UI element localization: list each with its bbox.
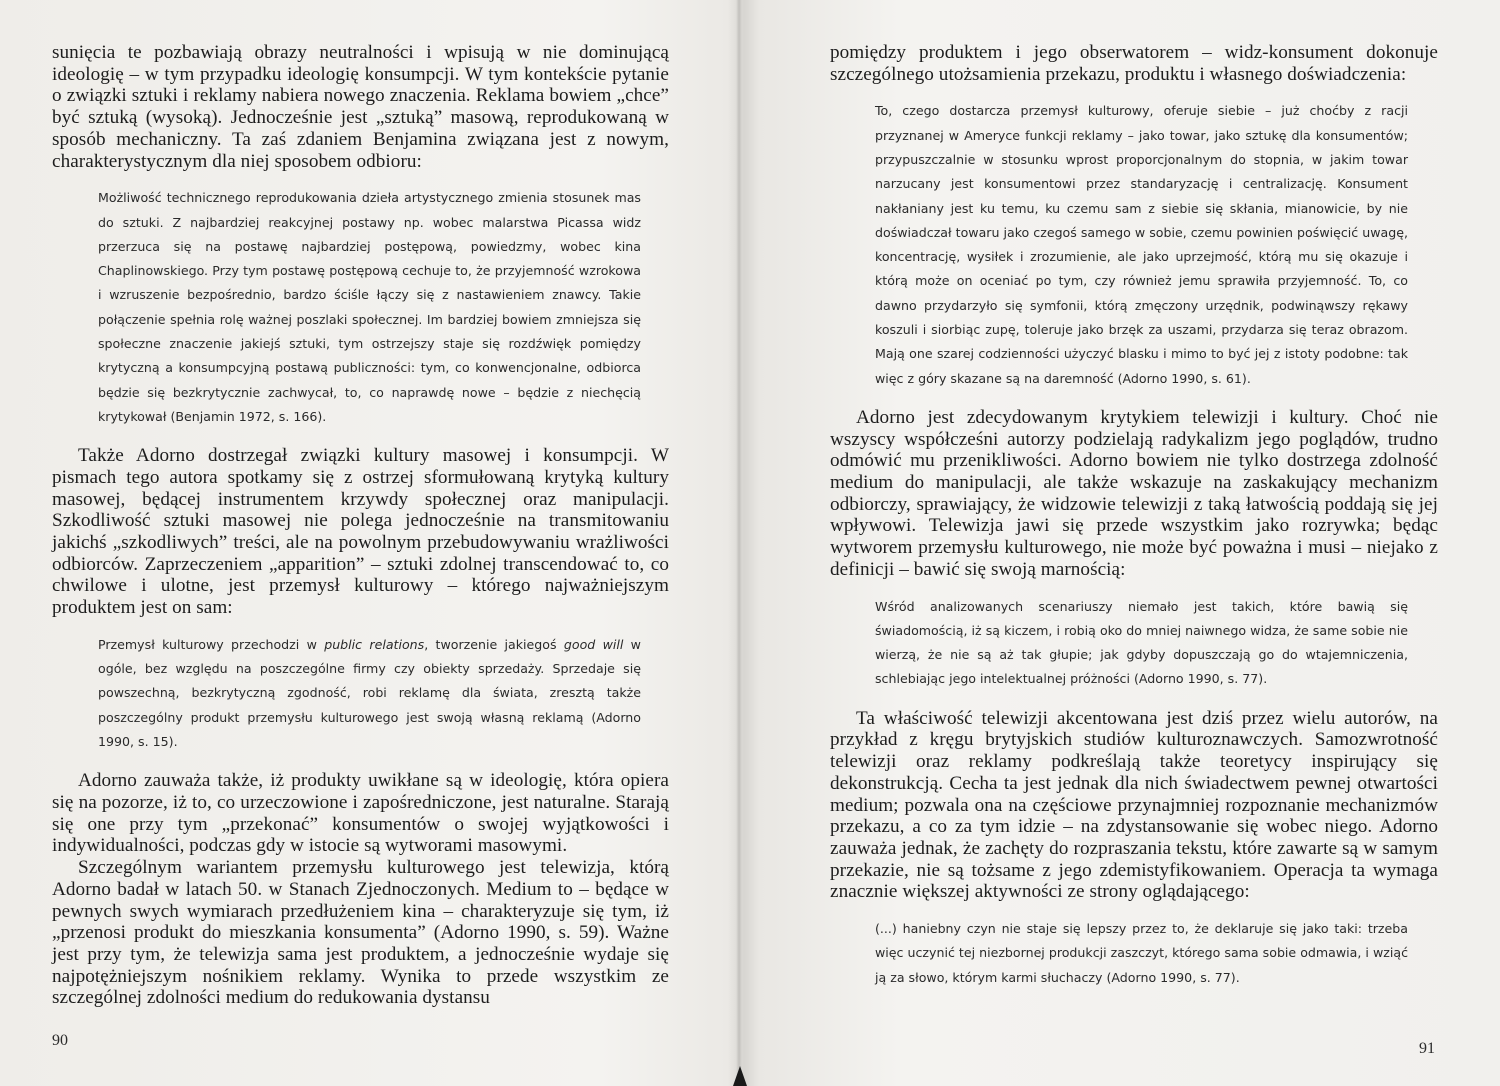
- page-number-right: 91: [1419, 1040, 1435, 1057]
- paragraph: Adorno jest zdecydowanym krytykiem telewizji i kultury. Choć nie wszyscy współcześni autorzy podzielają radykalizm jego poglądów, trudno odmówić mu przenikliwości. Adorno bowiem nie tylko dostrzega zdolność medium do manipulacji, ale także wskazuje na zaskakujący mechanizm odbiorczy, sprawiający, że widzowie telewizji z taką łatwością poddają się jej wpływowi. Telewizja jawi się przede wszystkim jako rozrywka; będąc wytworem przemysłu kulturowego, nie może być poważna i musi – niejako z definicji – bawić się swoją marnością:: [830, 406, 1438, 580]
- bookmark-ribbon-icon: [733, 1066, 747, 1086]
- paragraph: sunięcia te pozbawiają obrazy neutralności i wpisują w nie dominującą ideologię – w tym przypadku ideologię konsumpcji. W tym kontekście pytanie o związki sztuki i reklamy nabiera nowego znaczenia. Reklama bowiem „chce” być sztuką (wysoką). Jednocześnie jest „sztuką” masową, reprodukowaną w sposób mechaniczny. Ta zaś zdaniem Benjamina związana jest z nowym, charakterystycznym dla niej sposobem odbioru:: [52, 42, 669, 172]
- quote-italic-text: public relations: [324, 636, 425, 652]
- paragraph: Adorno zauważa także, iż produkty uwikłane są w ideologię, która opiera się na pozorze, iż to, co urzeczowione i zapośredniczone, jest naturalne. Starają się one przy tym „przekonać” konsumentów o swojej wyjątkowości i indywidualności, podczas gdy w istocie są wytworami masowymi.: [52, 770, 669, 857]
- block-quote: (...) haniebny czyn nie staje się lepszy przez to, że deklaruje się jako taki: trzeba więc uczynić tej niezbornej produkcji zaszczyt, którego sama sobie odmawia, i wziąć ją za słowo, którym karmi słuchaczy (Adorno 1990, s. 77).: [875, 921, 1408, 985]
- paragraph: Ta właściwość telewizji akcentowana jest dziś przez wielu autorów, na przykład z kręgu brytyjskich studiów kulturoznawczych. Samozwrotność telewizji oraz reklamy podkreślają także teoretycy inspirujący się dekonstrukcją. Cecha ta jest jednak dla nich świadectwem pewnej otwartości medium; pozwala ona na częściowe przynajmniej rozpoznanie mechanizmów przekazu, a co za tym idzie – na zdystansowanie się wobec niego. Adorno zauważa jednak, że zachęty do rozpraszania tekstu, które zawarte są w samym przekazie, nie są tożsame z jego zdemistyfikowaniem. Operacja ta wymaga znacznie większej aktywności ze strony oglądającego:: [830, 707, 1438, 903]
- right-page: [830, 42, 1438, 1006]
- block-quote: To, czego dostarcza przemysł kulturowy, oferuje siebie – już choćby z racji przyznanej w Ameryce funkcji reklamy – jako towar, jako sztukę dla konsumentów; przypuszczalnie w stosunku wprost proporcjonalnym do stopnia, w jakim towar narzucany jest konsumentowi przez standaryzację i centralizację. Konsument nakłaniany jest ku temu, ku czemu sam z siebie się skłania, mianowicie, by nie doświadczał towaru jako czegoś samego w sobie, czemu powinien poświęcić uwagę, koncentrację, wysiłek i zrozumienie, ale jako uprzejmość, którą mu się okazuje i którą może on oceniać po tym, czy również jemu sprawiła przyjemność. To, co dawno przydarzyło się symfonii, którą zmęczony urzędnik, podwinąwszy rękawy koszuli i siorbiąc zupę, toleruje jako brzęk za uszami, przydarza się teraz obrazom. Mają one szarej codzienności użyczyć blasku i mimo to być jej z istoty podobne: tak więc z góry skazane są na daremność (Adorno 1990, s. 61).: [875, 103, 1408, 386]
- paragraph: pomiędzy produktem i jego obserwatorem – widz-konsument dokonuje szczególnego utożsamienia przekazu, produktu i własnego doświadczenia:: [830, 42, 1438, 85]
- block-quote: [98, 633, 641, 754]
- quote-text: w ogóle, bez względu na poszczególne firmy czy obiekty sprzedaży. Sprzedaje się powszechną, bezkrytyczną zgodność, robi reklamę dla świata, zresztą także poszczególny produkt przemysłu kulturowego jest swoją własną reklamą (Adorno 1990, s. 15).: [98, 636, 641, 749]
- quote-text: Przemysł kulturowy przechodzi w: [98, 636, 325, 652]
- paragraph: Szczególnym wariantem przemysłu kulturowego jest telewizja, którą Adorno badał w latach 50. w Stanach Zjednoczonych. Medium to – będące w pewnych swych wymiarach przedłużeniem kina – charakteryzuje się tym, iż „przenosi produkt do mieszkania konsumenta” (Adorno 1990, s. 59). Ważne jest przy tym, że telewizja sama jest produktem, a jednocześnie wydaje się najpotężniejszym nośnikiem reklamy. Wynika to przede wszystkim ze szczególnej zdolności medium do redukowania dystansu: [52, 857, 669, 1009]
- quote-italic-text: good will: [563, 636, 624, 652]
- paragraph: Także Adorno dostrzegał związki kultury masowej i konsumpcji. W pismach tego autora spotkamy się z ostrzej sformułowaną krytyką kultury masowej, będącej instrumentem krzywdy społecznej oraz manipulacji. Szkodliwość sztuki masowej nie polega jednocześnie na transmitowaniu jakichś „szkodliwych” treści, ale na powolnym przebudowywaniu wrażliwości odbiorców. Zaprzeczeniem „apparition” – sztuki zdolnej transcendować to, co chwilowe i ulotne, jest przemysł kulturowy – którego najważniejszym produktem jest on sam:: [52, 445, 669, 619]
- quote-text: , tworzenie jakiegoś: [424, 636, 564, 652]
- block-quote: Możliwość technicznego reprodukowania dzieła artystycznego zmienia stosunek mas do sztuki. Z najbardziej reakcyjnej postawy np. wobec malarstwa Picassa widz przerzuca się na postawę najbardziej postępową, powiedzmy, wobec kina Chaplinowskiego. Przy tym postawę postępową cechuje to, że przyjemność wzrokowa i wzruszenie bezpośrednio, bardzo ściśle łączy się z nastawieniem znawcy. Takie połączenie spełnia rolę ważnej poszlaki społecznej. Im bardziej bowiem zmniejsza się społeczne znaczenie jakiejś sztuki, tym ostrzejszy staje się rozdźwięk pomiędzy krytyczną a konsumpcyjną postawą publiczności: tym, co konwencjonalne, odbiorca będzie się bezkrytycznie zachwycał, to, co naprawdę nowe – będzie z niechęcią krytykował (Benjamin 1972, s. 166).: [98, 190, 641, 424]
- block-quote: Wśród analizowanych scenariuszy niemało jest takich, które bawią się świadomością, iż są kiczem, i robią oko do mniej naiwnego widza, że same sobie nie wierzą, że nie są aż tak głupie; jak gdyby dopuszczają go do wtajemniczenia, schlebiając jego intelektualnej próżności (Adorno 1990, s. 77).: [875, 598, 1408, 687]
- book-gutter: [736, 0, 742, 1086]
- left-page: [52, 42, 669, 1009]
- page-number-left: 90: [52, 1032, 68, 1049]
